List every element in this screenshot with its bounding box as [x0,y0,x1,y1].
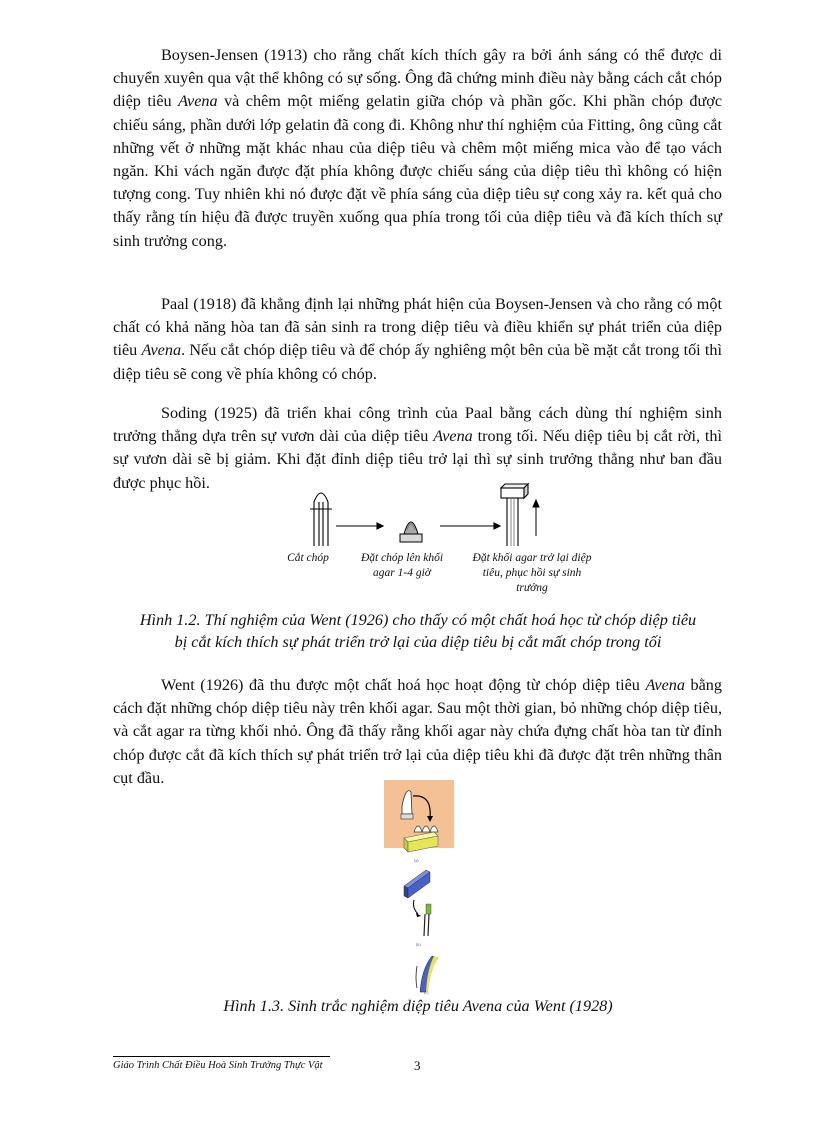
stump-with-agar [424,904,431,936]
footer-divider [113,1056,330,1057]
figure-1-3-caption: Hình 1.3. Sinh trắc nghiệm diệp tiêu Avena của Went (1928) [223,997,613,1015]
fig12-label-agar-on-stump: Đặt khối agar trở lại diệp tiêu, phục hồi sự sinh trưởng [472,552,592,594]
arrow-right-icon [336,523,383,529]
italic-avena: Avena [645,676,685,694]
panel-label-b: (b) [416,942,421,947]
fig12-label-cut-tip: Cắt chóp [287,552,329,564]
paragraph-paal: Paal (1918) đã khẳng định lại những phát hiện của Boysen-Jensen và cho rằng có một chất có khả năng hòa tan đã sản sinh ra trong diệp tiêu và điều khiển sự phát triển của diệp tiêu Avena. Nếu cắt chóp diệp tiêu và để chóp ấy nghiêng một bên của bề mặt cắt trong tối thì diệp tiêu sẽ cong về phía không có chóp. [113,295,722,383]
italic-avena: Avena [178,92,218,111]
page-number: 3 [414,1058,421,1073]
panel-label-a: (a) [414,858,419,863]
tip-on-agar-illustration [400,522,422,542]
arrow-right-icon [440,523,500,529]
agar-block-blue [404,870,430,898]
paragraph-boysen-jensen: Boysen-Jensen (1913) cho rằng chất kích thích gây ra bởi ánh sáng có thể được di chuyển xuyên qua vật thể không có sự sống. Ông đã chứng minh điều này bằng cách cắt chóp diệp tiêu Avena và chêm một miếng gelatin giữa chóp và phần gốc. Khi phần chóp được chiếu sáng, phần dưới lớp gelatin đã cong đi. Không như thí nghiệm của Fitting, ông cũng cắt những vết ở những mặt khác nhau của diệp tiêu và chêm một miếng mica vào để tạo vách ngăn. Khi vách ngăn được đặt phía không được chiếu sáng của diệp tiêu thì không có hiện tượng cong. Tuy nhiên khi nó được đặt về phía sáng của diệp tiêu sự cong xảy ra. kết quả cho thấy rằng tín hiệu đã được truyền xuống qua phía trong tối của diệp tiêu và đã kích thích sự sinh trưởng cong. [113,46,722,250]
fig12-label-tip-on-agar: Đặt chóp lên khối agar 1-4 giờ [360,552,444,579]
cut-coleoptile-illustration [310,493,332,546]
italic-avena: Avena [433,427,473,446]
figure-1-2-caption-line1: Hình 1.2. Thí nghiệm của Went (1926) cho thấy có một chất hoá học từ chóp diệp tiêu [139,611,697,629]
italic-avena: Avena [141,341,182,360]
agar-block-on-stump-illustration [501,484,528,546]
figure-1-2-diagram [280,482,550,548]
curved-coleoptile-illustration [416,956,438,992]
figure-1-2-caption-line2: bị cắt kích thích sự phát triển trở lại của diệp tiêu bị cắt mất chóp trong tối [174,633,662,651]
paragraph-went: Went (1926) đã thu được một chất hoá học hoạt động từ chóp diệp tiêu Avena bằng cách đặt những chóp diệp tiêu này trên khối agar. Sau một thời gian, bỏ những chóp diệp tiêu, và cắt agar ra từng khối nhỏ. Ông đã thấy rằng khối agar này chứa đựng chất hòa tan từ đỉnh chóp được cắt đã kích thích sự phát triển trở lại của diệp tiêu khi đã được đặt trên những thân cụt đầu. [113,676,722,787]
growth-arrow-up-icon [533,500,539,536]
paragraph-soding: Soding (1925) đã triển khai công trình của Paal bằng cách dùng thí nghiệm sinh trưởng thẳng dựa trên sự vươn dài của diệp tiêu Avena trong tối. Nếu diệp tiêu bị cắt rời, thì sự vươn dài sẽ bị giảm. Khi đặt đỉnh diệp tiêu trở lại thì sự sinh trưởng thẳng như ban đầu được phục hồi. [113,404,722,492]
panel-label-c: (c) [424,990,429,995]
figure-1-3-illustration [384,780,454,995]
footer-book-title: Giáo Trình Chất Điều Hoà Sinh Trưởng Thực Vật [113,1060,323,1071]
